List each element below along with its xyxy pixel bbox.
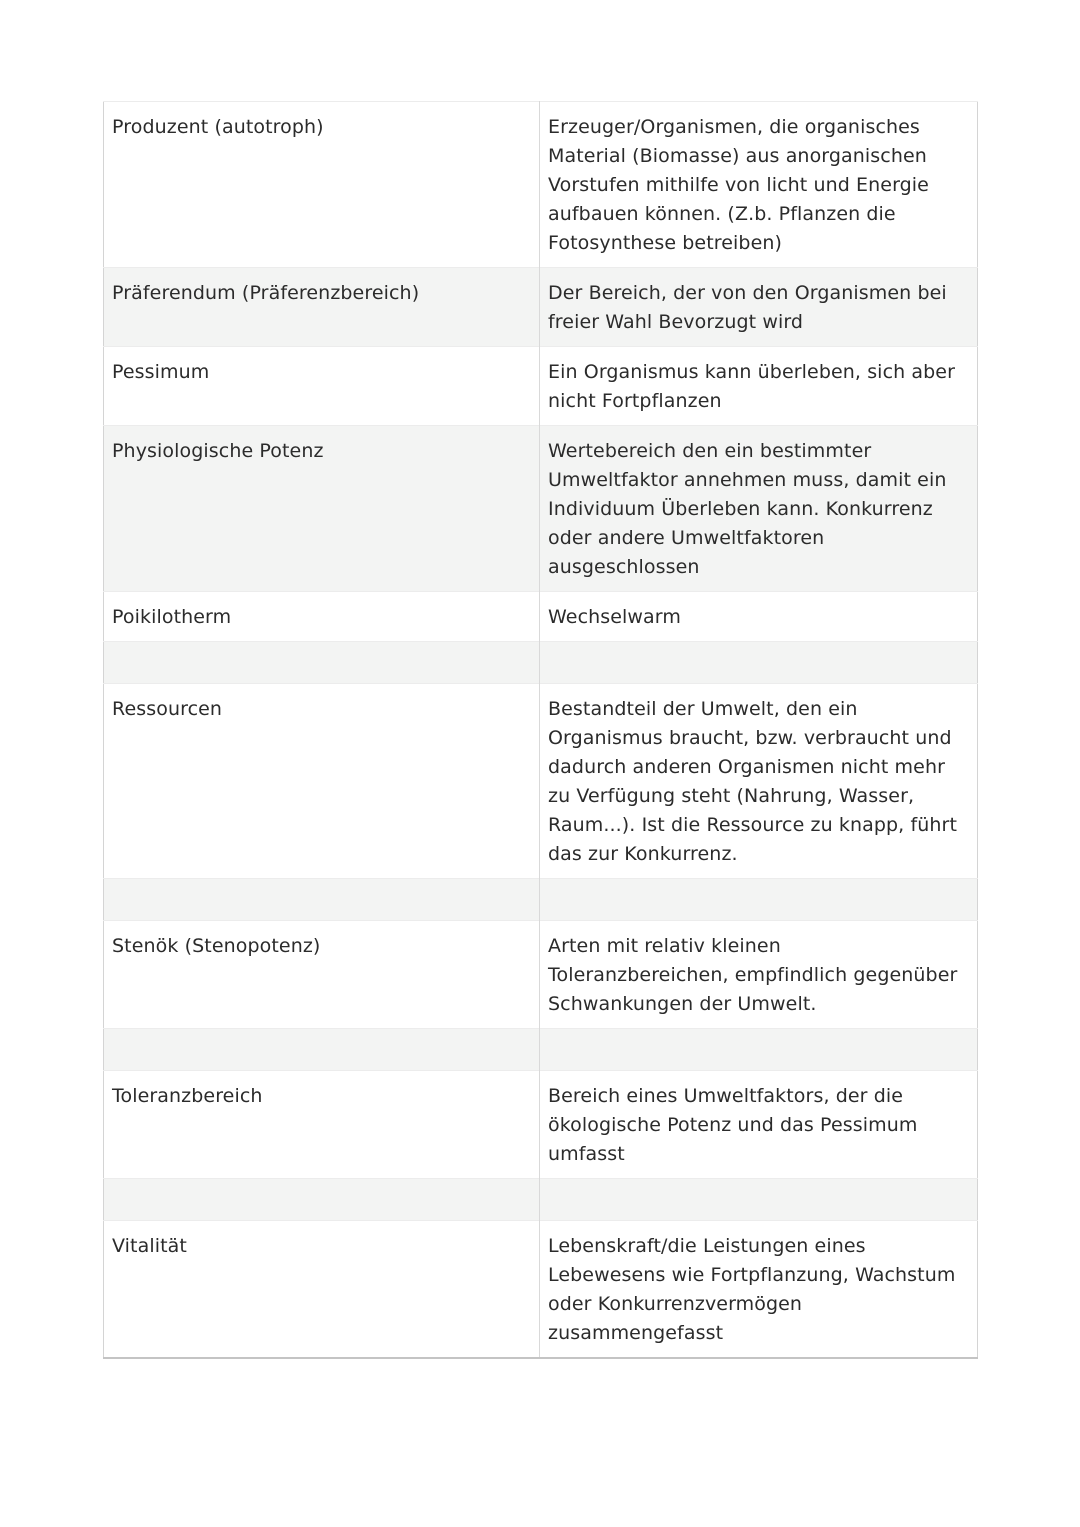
glossary-table — [103, 101, 978, 1359]
term-cell: Stenök (Stenopotenz) — [104, 921, 540, 1029]
definition-cell: Erzeuger/Organismen, die organisches Material (Biomasse) aus anorganischen Vorstufen mithilfe von licht und Energie aufbauen können. (Z.b. Pflanzen die Fotosynthese betreiben) — [540, 102, 978, 268]
term-cell: Toleranzbereich — [104, 1071, 540, 1179]
empty-cell — [104, 642, 540, 684]
definition-cell: Wechselwarm — [540, 592, 978, 642]
table-row — [104, 347, 978, 426]
definition-cell: Ein Organismus kann überleben, sich aber nicht Fortpflanzen — [540, 347, 978, 426]
empty-cell — [540, 642, 978, 684]
term-cell: Vitalität — [104, 1221, 540, 1359]
term-cell: Poikilotherm — [104, 592, 540, 642]
table-row — [104, 1221, 978, 1359]
table-row — [104, 684, 978, 879]
definition-cell: Arten mit relativ kleinen Toleranzbereichen, empfindlich gegenüber Schwankungen der Umwelt. — [540, 921, 978, 1029]
definition-cell: Bestandteil der Umwelt, den ein Organismus braucht, bzw. verbraucht und dadurch anderen Organismen nicht mehr zu Verfügung steht (Nahrung, Wasser, Raum...). Ist die Ressource zu knapp, führt das zur Konkurrenz. — [540, 684, 978, 879]
empty-cell — [540, 1029, 978, 1071]
definition-cell: Wertebereich den ein bestimmter Umweltfaktor annehmen muss, damit ein Individuum Überleben kann. Konkurrenz oder andere Umweltfaktoren ausgeschlossen — [540, 426, 978, 592]
empty-row — [104, 1029, 978, 1071]
empty-cell — [104, 879, 540, 921]
empty-cell — [540, 1179, 978, 1221]
term-cell: Physiologische Potenz — [104, 426, 540, 592]
term-cell: Produzent (autotroph) — [104, 102, 540, 268]
term-cell: Ressourcen — [104, 684, 540, 879]
empty-row — [104, 1179, 978, 1221]
definition-cell: Der Bereich, der von den Organismen bei freier Wahl Bevorzugt wird — [540, 268, 978, 347]
definition-cell: Lebenskraft/die Leistungen eines Lebewesens wie Fortpflanzung, Wachstum oder Konkurrenzvermögen zusammengefasst — [540, 1221, 978, 1359]
empty-cell — [540, 879, 978, 921]
empty-row — [104, 879, 978, 921]
empty-cell — [104, 1029, 540, 1071]
table-row — [104, 1071, 978, 1179]
definition-cell: Bereich eines Umweltfaktors, der die ökologische Potenz und das Pessimum umfasst — [540, 1071, 978, 1179]
table-row — [104, 921, 978, 1029]
table-row — [104, 592, 978, 642]
term-cell: Pessimum — [104, 347, 540, 426]
term-cell: Präferendum (Präferenzbereich) — [104, 268, 540, 347]
table-row — [104, 268, 978, 347]
table-row — [104, 102, 978, 268]
table-row — [104, 426, 978, 592]
empty-row — [104, 642, 978, 684]
empty-cell — [104, 1179, 540, 1221]
